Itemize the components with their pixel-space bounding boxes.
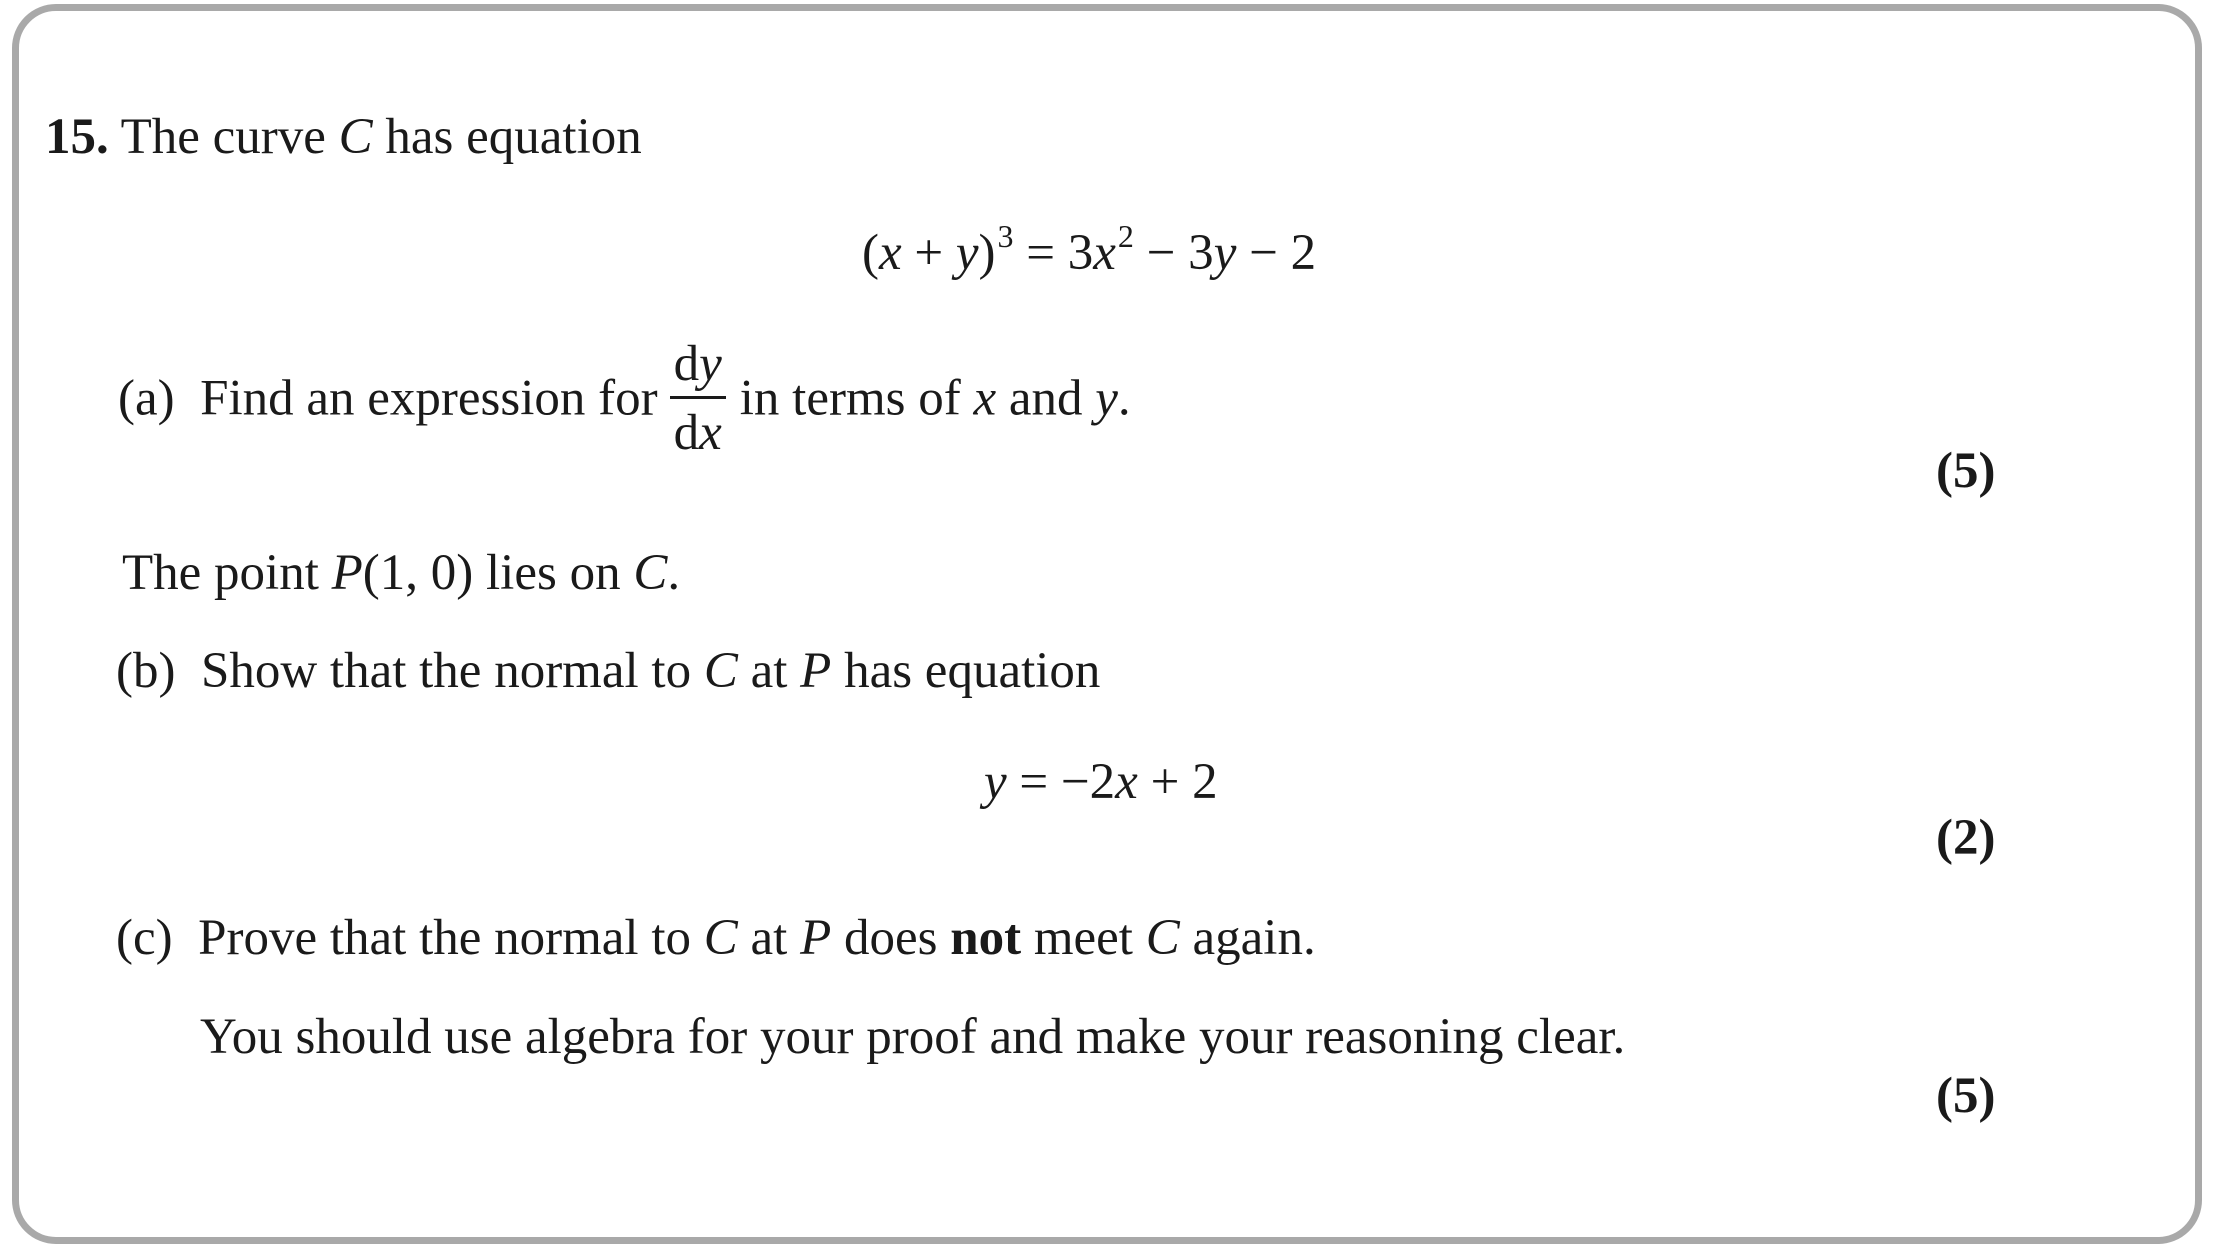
dy-dx-fraction: $\frac{dy}{dx}$ bbox=[670, 336, 726, 461]
question-intro: 15. The curve C has equation bbox=[45, 109, 642, 165]
part-b-marks: (2) bbox=[1936, 810, 1996, 866]
question-number: 15. bbox=[45, 109, 109, 165]
part-a: (a) Find an expression for $\frac{dy}{dx}$ in terms of x and y. bbox=[118, 336, 1131, 462]
part-a-marks: (5) bbox=[1936, 443, 1996, 499]
part-c: (c) Prove that the normal to C at P does not meet C again. bbox=[116, 910, 1316, 966]
curve-equation: $(x + y)^3 = 3x^2 - 3y - 2$ bbox=[862, 218, 1317, 281]
point-statement: The point P(1, 0) lies on C. bbox=[122, 545, 681, 601]
part-b: (b) Show that the normal to C at P has equation bbox=[116, 643, 1101, 699]
normal-equation: y = −2x + 2 bbox=[984, 754, 1218, 810]
part-a-label: (a) bbox=[118, 370, 175, 427]
part-c-instruction: You should use algebra for your proof and make your reasoning clear. bbox=[200, 1009, 1626, 1065]
part-c-marks: (5) bbox=[1936, 1068, 1996, 1124]
part-c-label: (c) bbox=[116, 910, 173, 966]
emphasis-not: not bbox=[950, 910, 1022, 966]
part-b-label: (b) bbox=[116, 643, 176, 699]
